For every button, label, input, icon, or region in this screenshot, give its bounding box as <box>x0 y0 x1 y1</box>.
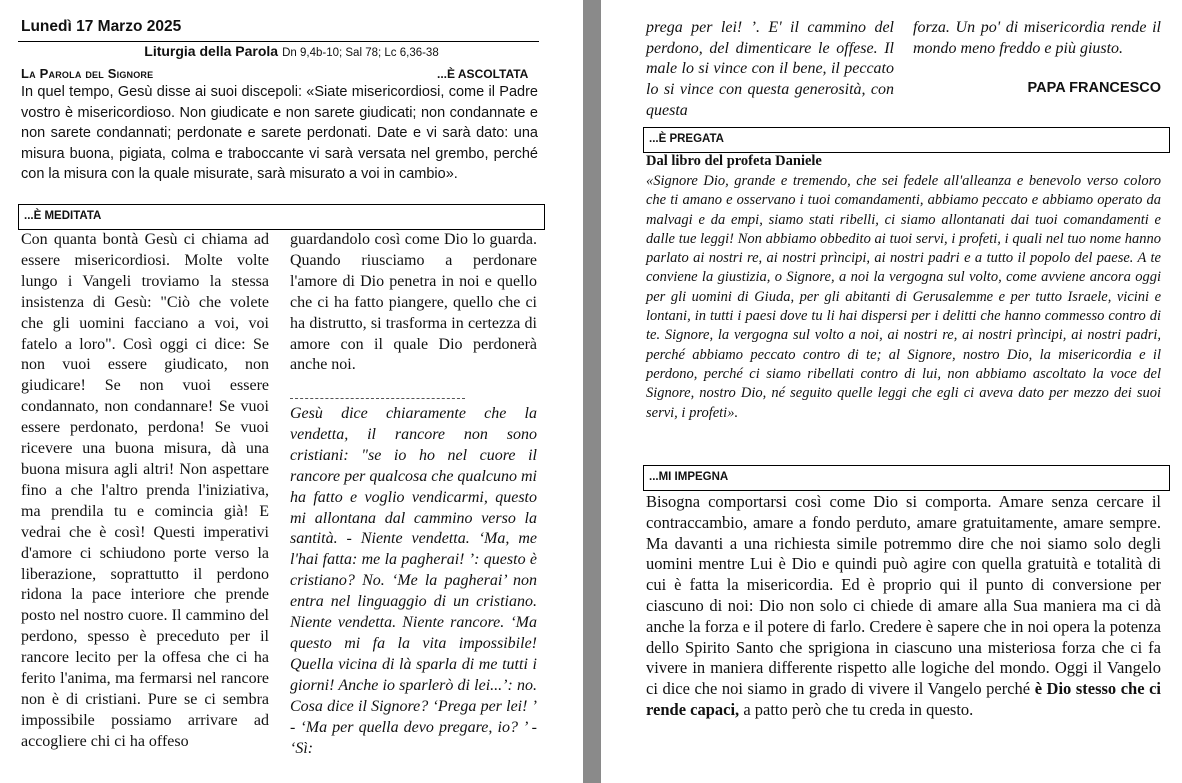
commitment-text <box>646 492 1161 721</box>
impegna-heading: ...MI IMPEGNA <box>649 471 729 483</box>
prayer-text: «Signore Dio, grande e tremendo, che sei fedele all'alleanza e benevolo verso coloro che ti amano e osservano i tuoi comandamenti, abbiamo peccato e abbiamo operato da malvagi e da empi, siamo stati ribelli, ci siamo allontanati dai tuoi comandamenti e dalle tue leggi! Non abbiamo obbedito ai tuoi servi, i profeti, i quali nel tuo nome hanno parlato ai nostri re, ai nostri prìncipi, ai nostri padri e a tutto il popolo del paese. A te conviene la giustizia, o Signore, a noi la vergogna sul volto, come avviene ancora oggi per gli uomini di Giuda, per gli abitanti di Gerusalemme e per tutto Israele, vicini e lontani, in tutti i paesi dove tu li hai dispersi per i delitti che hanno commesso contro di te. Signore, la vergogna sul volto a noi, ai nostri re, ai nostri prìncipi, ai nostri padri, perché abbiamo peccato contro di te; al Signore, nostro Dio, la misericordia e il perdono, perché ci siamo ribellati contro di lui, non abbiamo ascoltato la voce del Signore, nostro Dio, né seguito quelle leggi che egli ci aveva dato per mezzo dei suoi servi, i profeti». <box>646 173 1161 421</box>
gospel-text: In quel tempo, Gesù disse ai suoi discepoli: «Siate misericordiosi, come il Padre vostro è misericordioso. Non giudicate e non sarete giudicati; non condannate e non sarete condannati; perdonate e sarete perdonati. Date e vi sarà dato: una misura buona, pigiata, colma e traboccante vi sarà versata nel grembo, perché con la misura con la quale misurate, sarà misurato a voi in cambio». <box>21 84 538 182</box>
dashed-separator <box>290 398 465 399</box>
pope-quote-column: Gesù dice chiaramente che la vendetta, il rancore non sono cristiani: "se io ho nel cuore il rancore per qualcosa che qualcuno mi ha fatto e voglio vendicarmi, questo mi allontana dal cammino verso la santità. - Niente vendetta. ‘Ma, me l'hai fatta: me la pagherai! ’: questo è cristiano? No. ‘Me la pagherai’ non entra nel linguaggio di un cristiano. Niente vendetta. Niente rancore. ‘Ma questo mi fa la vita impossibile! Quella vicina di là sparla di me tutti i giorni! Anche io sparlerò di lei...’: no. Cosa dice il Signore? ‘Prega per lei! ’ - ‘Ma per quella devo pregare, io? ’ - ‘Sì: <box>290 405 537 757</box>
liturgy-heading <box>0 43 583 61</box>
meditata-heading: ...È MEDITATA <box>24 210 102 222</box>
meditation-column-2: guardandolo così come Dio lo guarda. Quando riusciamo a perdonare l'amore di Dio penetra in noi e quello che ci ha fatto piangere, quello che ci ha distrutto, si trasforma in certezza di amore con il quale Dio perdonerà anche noi. <box>290 231 537 374</box>
pope-quote-continuation-2: forza. Un po' di misericordia rende il mondo meno freddo e più giusto. <box>913 19 1161 57</box>
header-divider <box>18 41 539 42</box>
quote-author: PAPA FRANCESCO <box>1027 80 1161 96</box>
page-gutter <box>583 0 601 783</box>
liturgy-title: Liturgia della Parola <box>144 43 279 59</box>
commitment-text-end: a patto però che tu creda in questo. <box>739 699 974 719</box>
commitment-text-emphasis: è Dio stesso che ci rende capaci, <box>646 679 1161 719</box>
pregata-heading: ...È PREGATA <box>649 133 724 145</box>
meditata-heading-box <box>18 204 545 230</box>
page-date: Lunedì 17 Marzo 2025 <box>21 18 182 35</box>
pregata-heading-box <box>643 127 1170 153</box>
meditation-column-1: Con quanta bontà Gesù ci chiama ad essere misericordiosi. Molte volte lungo i Vangeli troviamo la stessa insistenza di Gesù: "Ciò che volete che gli uomini facciano a voi, voi fatelo a loro". Così oggi ci dice: Se non vuoi essere giudicato, non giudicare! Se non vuoi essere condannato, non condannare! Se vuoi essere perdonato, perdona! Se vuoi ricevere una buona misura, dà una buona misura agli altri! Non aspettare fino a che l'altro prenda l'iniziativa, ma prendila tu e comincia già! E vedrai che è così! Questi imperativi d'amore ci schiudono porte verso la liberazione, soprattutto il perdono ridona la pace interiore che prende posto nel nostro cuore. Il cammino del perdono, spesso è preceduto per il rancore lecito per la offesa che ci ha ferito l'anima, ma fermarsi nel rancore non è di cristiani. Pure se ci sembra impossibile possiamo arrivare ad accogliere chi ci ha offeso <box>21 231 269 750</box>
impegna-heading-box <box>643 465 1170 491</box>
pope-quote-continuation-1: prega per lei! ’. E' il cammino del perdono, del dimenticare le offese. Il male lo si vince con il bene, il peccato lo si vince con questa generosità, con questa <box>646 19 894 119</box>
reading-source: Dal libro del profeta Daniele <box>646 153 822 169</box>
ascoltata-label: ...È ASCOLTATA <box>437 67 529 81</box>
liturgy-references: Dn 9,4b-10; Sal 78; Lc 6,36-38 <box>282 47 439 59</box>
commitment-text-main: Bisogna comportarsi così come Dio si comporta. Amare senza cercare il contraccambio, amare a fondo perduto, amare gratuitamente, amare sempre. Ma davanti a una richiesta simile potremmo dire che noi siamo solo degli uomini mentre Lui è Dio e quindi può agire con quella gratuità e totalità di cui è fatta la misericordia. Ed è proprio qui il punto di conversione per ciascuno di noi: Dio non solo ci chiede di amare alla Sua maniera ma ci dà anche la forza e il potere di farlo. Credere è sapere che in noi opera la potenza dello Spirito Santo che sprigiona in ciascuno una misteriosa forza che ci fa vivere in maniera differente rispetto alle logiche del mondo. Oggi il Vangelo ci dice che noi siamo in grado di vivere il Vangelo perché <box>646 492 1161 699</box>
parola-label: La Parola del Signore <box>21 66 154 81</box>
